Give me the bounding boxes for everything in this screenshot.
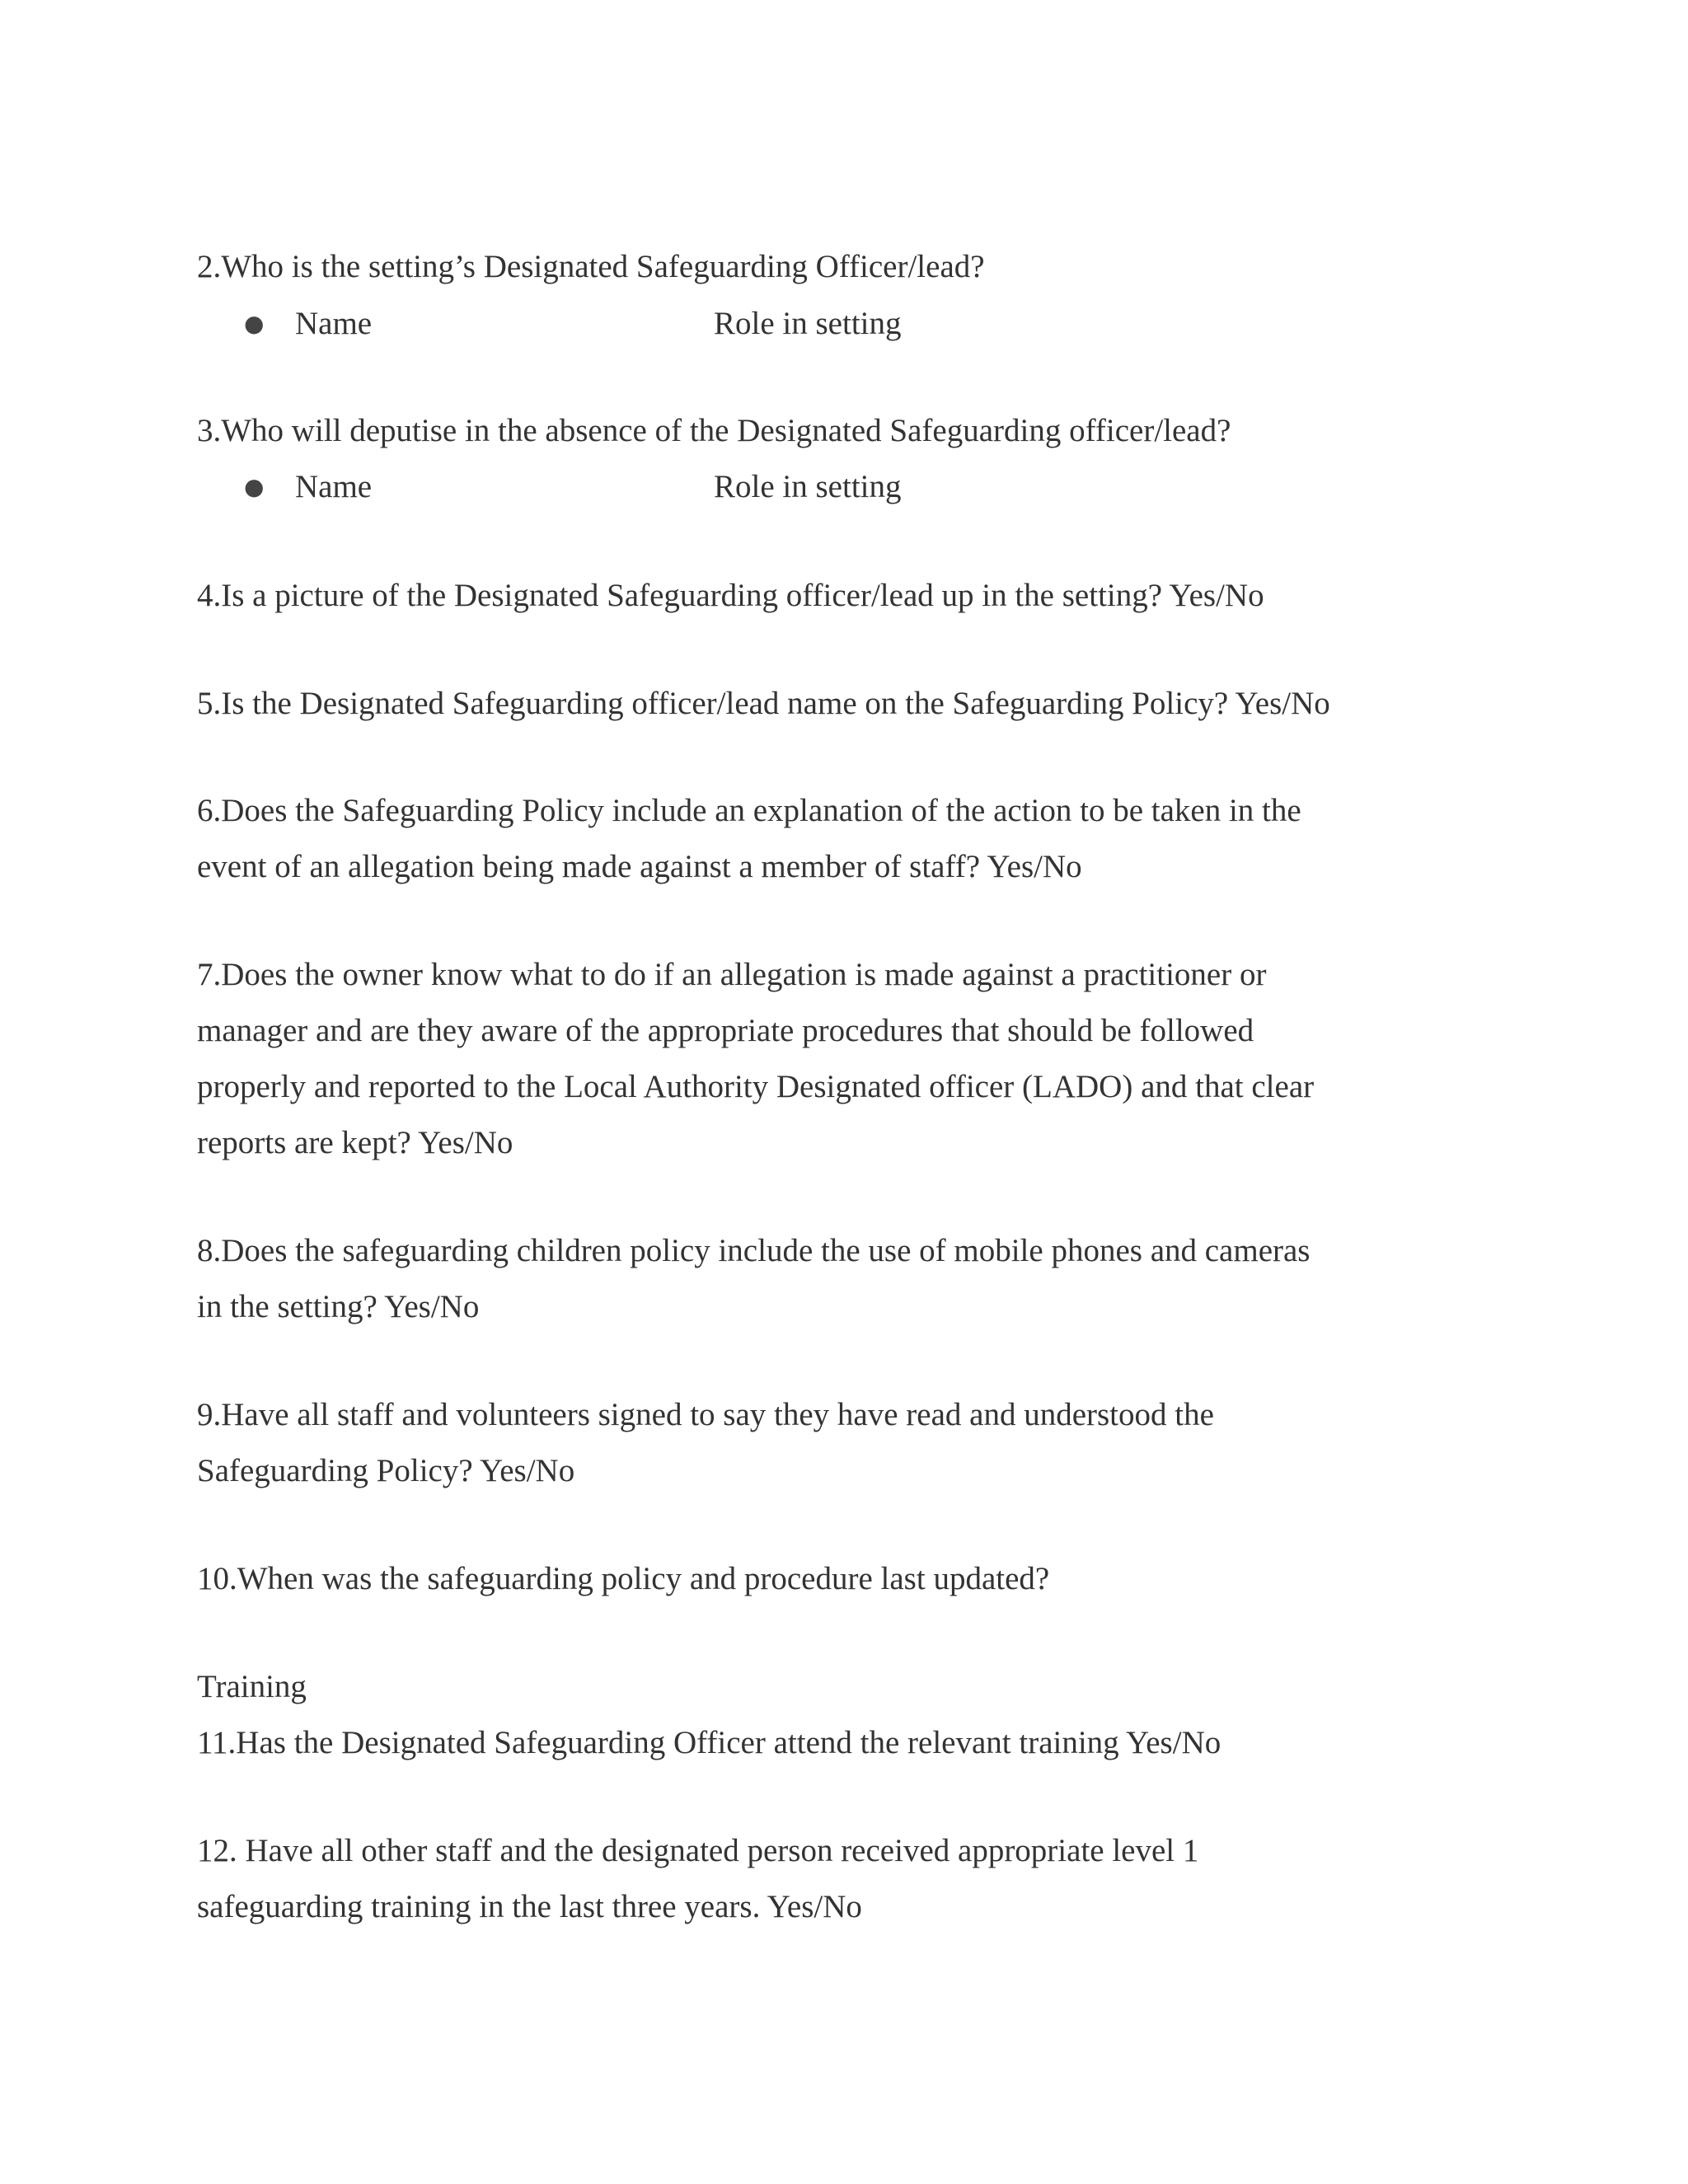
question-7: 7.Does the owner know what to do if an allegation is made against a practitioner or manager and are they aware of the appropriate procedures that should be followed properly and reported to the Local Authority Designated officer (LADO) and that clear reports are kept? Yes/No <box>197 957 1315 1160</box>
question-4: 4.Is a picture of the Designated Safeguarding officer/lead up in the setting? Yes/No <box>197 578 1264 613</box>
question-12: 12. Have all other staff and the designated person received appropriate level 1 safeguarding training in the last three years. Yes/No <box>197 1833 1199 1924</box>
question-3-answer-row <box>244 459 1233 515</box>
bullet-icon: ● <box>244 310 265 337</box>
bullet-icon: ● <box>244 473 265 500</box>
question-6: 6.Does the Safeguarding Policy include an explanation of the action to be taken in the event of an allegation being made against a member of staff? Yes/No <box>197 793 1301 884</box>
name-label: Name <box>295 469 373 504</box>
question-11: 11.Has the Designated Safeguarding Officer attend the relevant training Yes/No <box>197 1725 1221 1760</box>
question-9: 9.Have all staff and volunteers signed to say they have read and understood the Safeguarding Policy? Yes/No <box>197 1397 1214 1488</box>
question-2-answer-row <box>244 296 1233 352</box>
role-label: Role in setting <box>714 306 902 341</box>
name-label: Name <box>295 306 373 341</box>
question-8: 8.Does the safeguarding children policy include the use of mobile phones and cameras in the setting? Yes/No <box>197 1233 1311 1324</box>
question-3: 3.Who will deputise in the absence of the Designated Safeguarding officer/lead? <box>197 413 1231 448</box>
question-10: 10.When was the safeguarding policy and procedure last updated? <box>197 1561 1050 1596</box>
question-2: 2.Who is the setting’s Designated Safeguarding Officer/lead? <box>197 249 985 284</box>
section-heading-training: Training <box>197 1669 307 1704</box>
role-label: Role in setting <box>714 469 902 504</box>
question-5: 5.Is the Designated Safeguarding officer/lead name on the Safeguarding Policy? Yes/No <box>197 686 1330 721</box>
